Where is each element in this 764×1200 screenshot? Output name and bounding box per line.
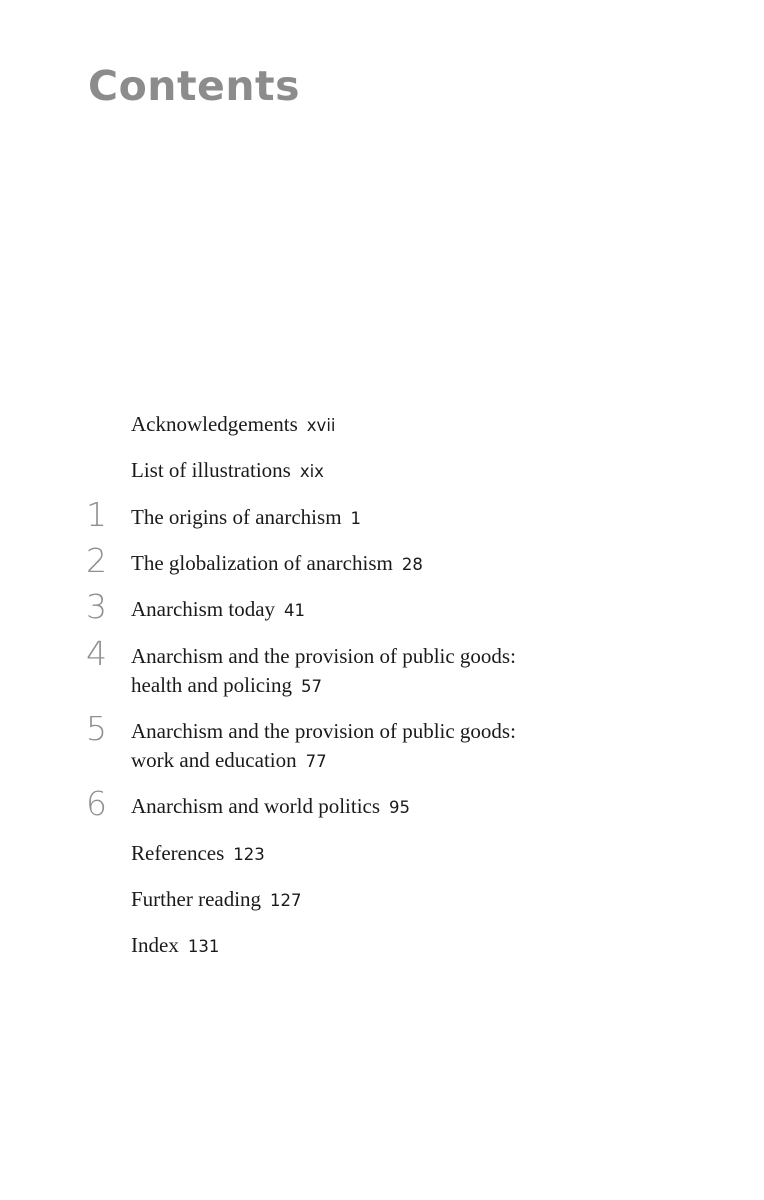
- entry-title: [131, 503, 611, 533]
- page-number: xvii: [306, 416, 336, 435]
- entry-title: [131, 931, 611, 961]
- entry-title-text: Anarchism and world politics: [131, 794, 381, 818]
- entry-title: [131, 595, 611, 625]
- page-number: 28: [401, 555, 423, 574]
- page-number: 131: [187, 937, 220, 956]
- entry-title-line: Anarchism and the provision of public goods:: [131, 644, 516, 668]
- page-number: 95: [389, 798, 411, 817]
- entry-title: [131, 642, 611, 701]
- entry-title-line: [131, 885, 611, 915]
- entry-title: [131, 410, 611, 440]
- entry-title: [131, 885, 611, 915]
- entry-title-text: The origins of anarchism: [131, 505, 342, 529]
- entry-title-line: [131, 931, 611, 961]
- page-number: 41: [284, 601, 306, 620]
- entry-title-line: [131, 746, 611, 776]
- page-number: 57: [300, 677, 322, 696]
- entry-title-text: Index: [131, 933, 179, 957]
- chapter-number: 2: [86, 541, 107, 580]
- entry-title-text: List of illustrations: [131, 458, 291, 482]
- contents-heading: Contents: [88, 62, 301, 110]
- entry-title-line: [131, 792, 611, 822]
- entry-title-text: Anarchism today: [131, 597, 276, 621]
- chapter-number: 5: [86, 709, 107, 748]
- entry-title-line: [131, 595, 611, 625]
- entry-title-line: [131, 671, 611, 701]
- entry-title-line: [131, 549, 611, 579]
- chapter-number: 1: [86, 495, 107, 534]
- entry-title-text: Further reading: [131, 887, 262, 911]
- entry-title: [131, 839, 611, 869]
- entry-title-line: [131, 839, 611, 869]
- entry-title: [131, 717, 611, 776]
- entry-title-text: health and policing: [131, 673, 292, 697]
- page-number: 127: [270, 891, 302, 910]
- entry-title: [131, 549, 611, 579]
- page-number: xix: [299, 462, 324, 481]
- entry-title-line: [131, 410, 611, 440]
- entry-title-text: The globalization of anarchism: [131, 551, 393, 575]
- page-number: 77: [305, 752, 327, 771]
- page-number: 1: [350, 509, 362, 528]
- entry-title-line: [131, 503, 611, 533]
- entry-title-line: Anarchism and the provision of public goods:: [131, 719, 516, 743]
- chapter-number: 4: [86, 634, 107, 673]
- entry-title-text: References: [131, 841, 225, 865]
- entry-title: [131, 456, 611, 486]
- chapter-number: 3: [86, 587, 107, 626]
- entry-title: [131, 792, 611, 822]
- entry-title-text: Acknowledgements: [131, 412, 298, 436]
- chapter-number: 6: [86, 784, 107, 823]
- entry-title-text: work and education: [131, 748, 297, 772]
- entry-title-line: [131, 456, 611, 486]
- page-number: 123: [233, 845, 265, 864]
